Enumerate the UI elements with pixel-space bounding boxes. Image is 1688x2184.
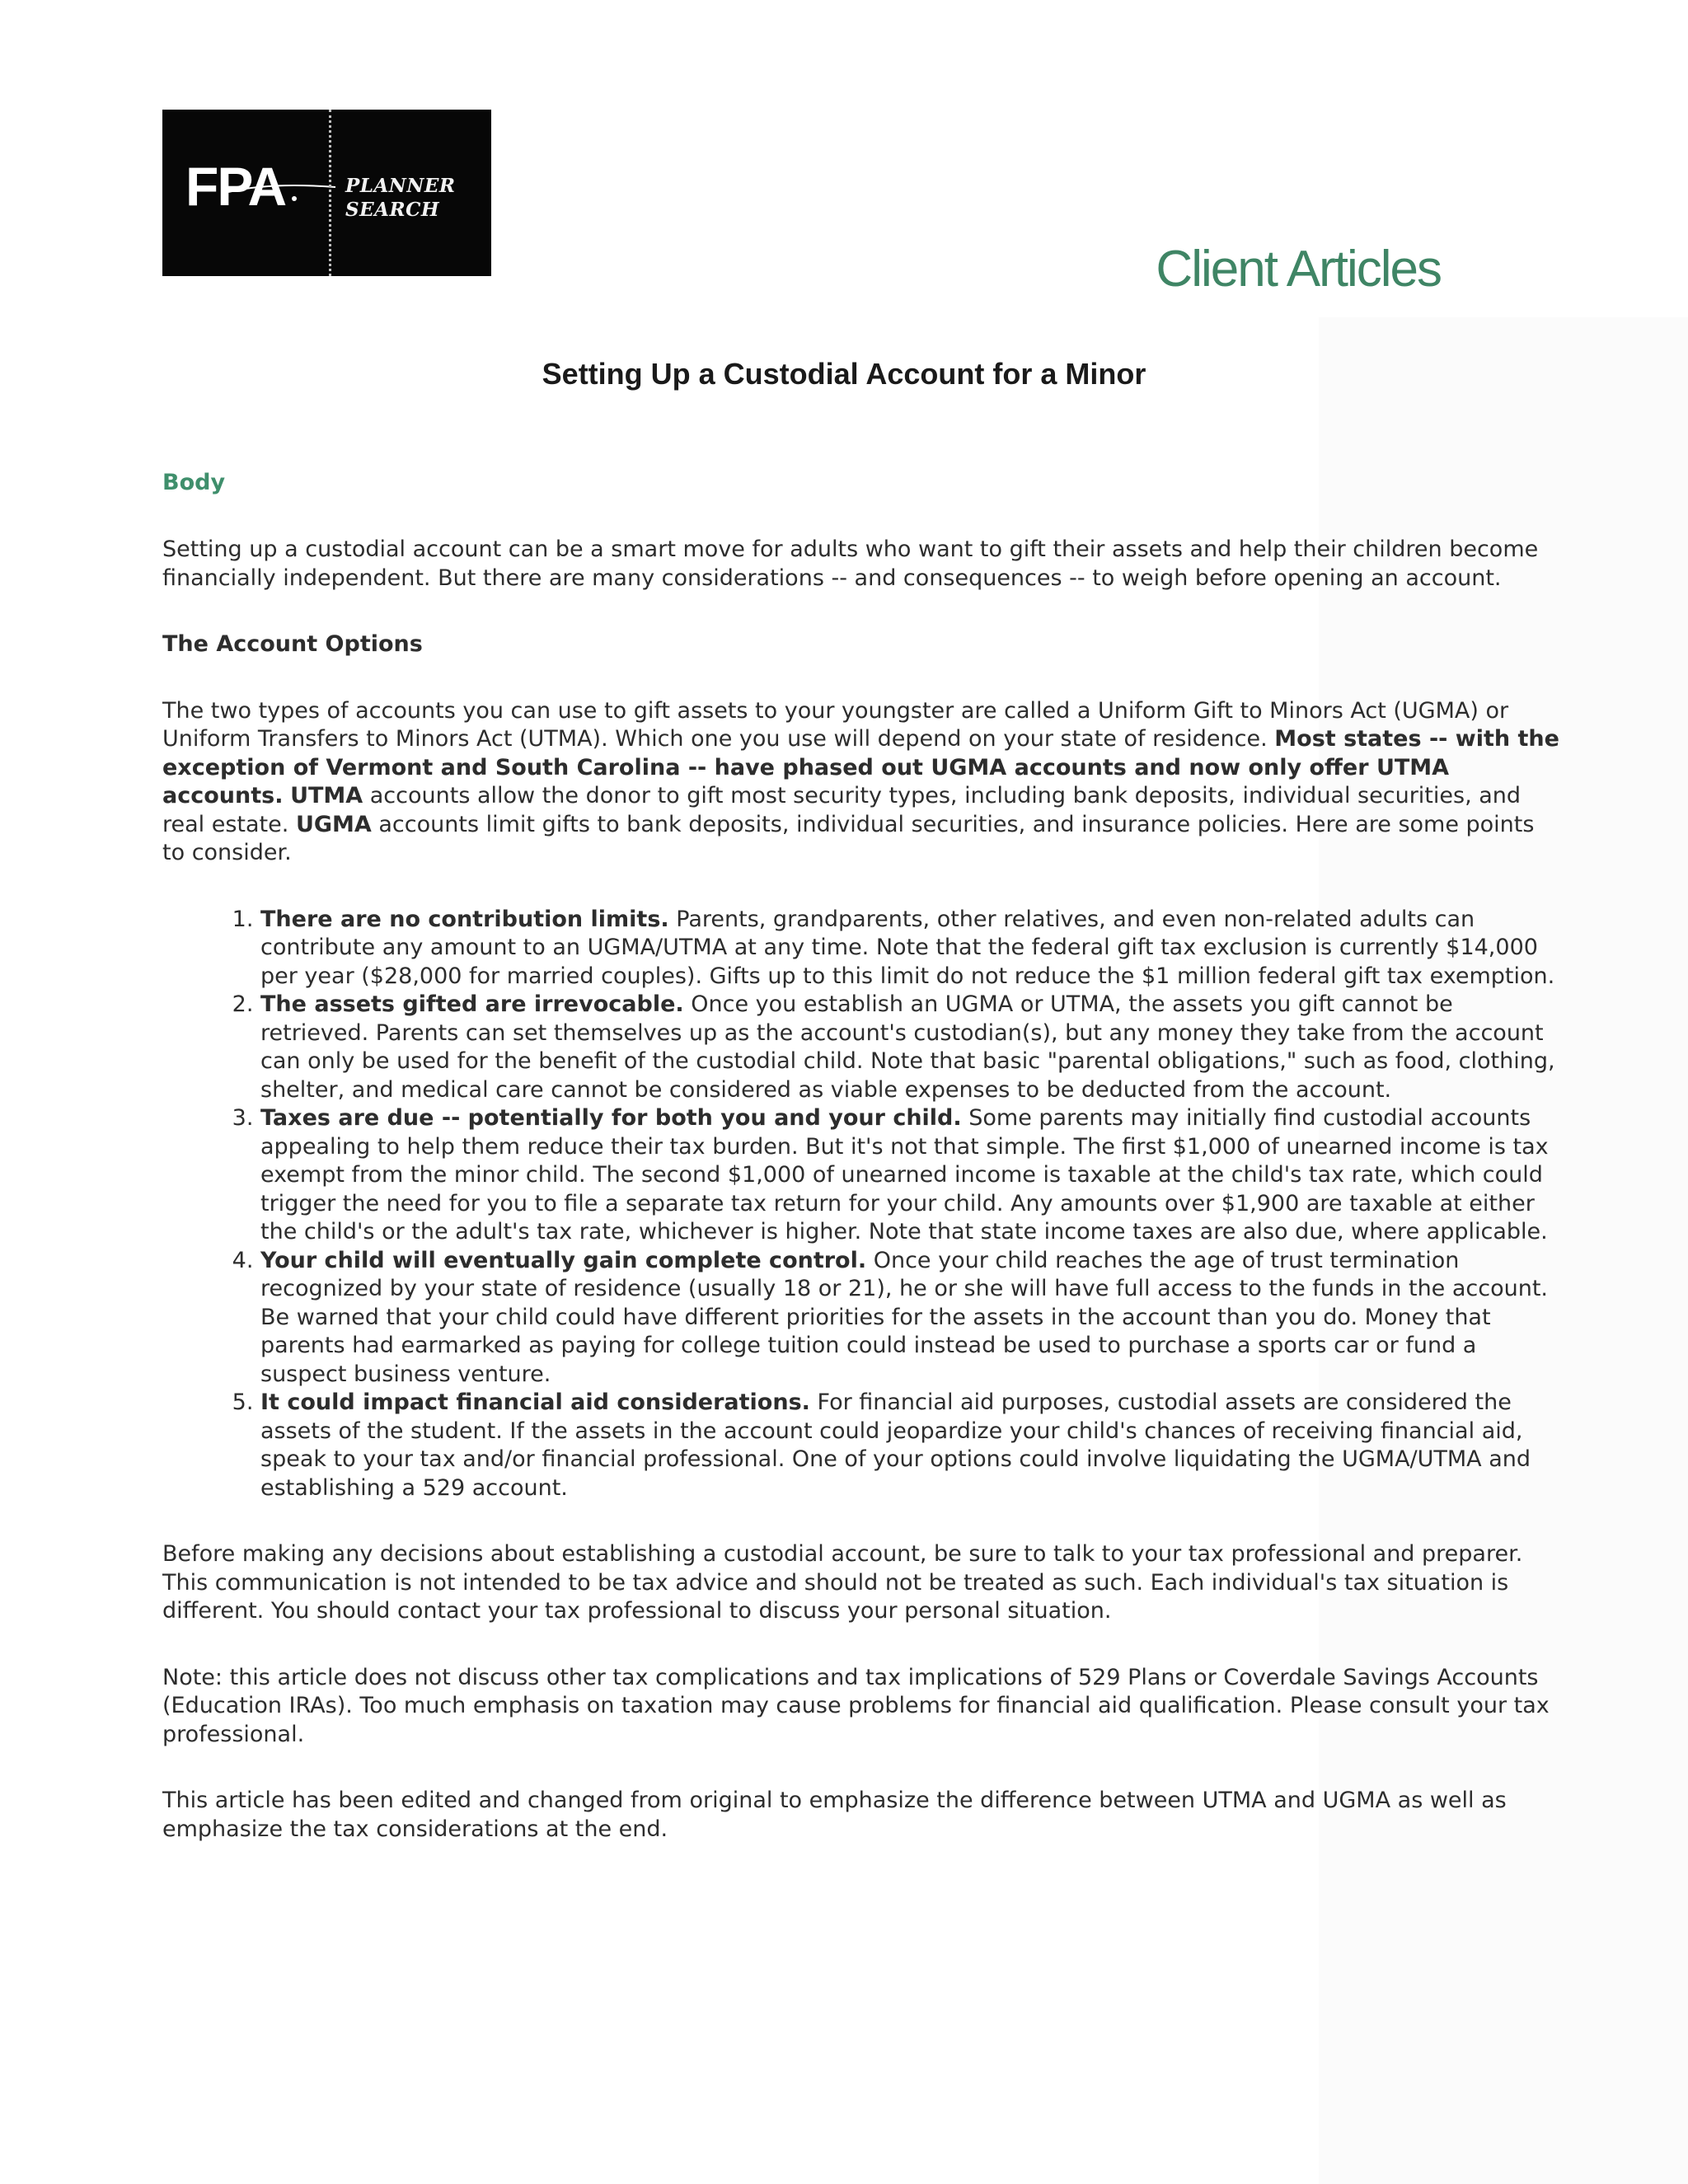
point-text: Once your child reaches the age of trust termination recognized by your state of residence (usually 18 or 21), he or she will have full access to the funds in the account. Be warned that your child could have different priorities for the assets in the account than you do. Money that parents had earmarked as paying for college tuition could instead be used to purchase a sports car or fund a suspect business venture. xyxy=(260,1247,1549,1387)
list-item xyxy=(260,906,1564,991)
point-lead: Your child will eventually gain complete control. xyxy=(260,1247,867,1273)
point-lead: Taxes are due -- potentially for both you and your child. xyxy=(260,1105,962,1131)
list-item xyxy=(260,1247,1564,1390)
logo-divider xyxy=(329,110,331,276)
article-content xyxy=(162,468,1564,1844)
point-text: For financial aid purposes, custodial assets are considered the assets of the student. If the assets in the account could jeopardize your child's chances of receiving financial aid, speak to your tax and/or financial professional. One of your options could involve liquidating the UGMA/UTMA and establishing a 529 account. xyxy=(260,1390,1531,1501)
point-text: Parents, grandparents, other relatives, and even non-related adults can contribute any amount to an UGMA/UTMA at any time. Note that the federal gift tax exclusion is currently $14,000 per year ($28,000 for married couples). Gifts up to this limit do not reduce the $1 million federal gift tax exemption. xyxy=(260,906,1555,989)
article-title: Setting Up a Custodial Account for a Minor xyxy=(542,357,1146,391)
edit-note-paragraph: This article has been edited and changed from original to emphasize the difference between UTMA and UGMA as well as emphasize the tax considerations at the end. xyxy=(162,1788,1507,1842)
utma-label: UTMA xyxy=(290,783,363,808)
note-paragraph: Note: this article does not discuss other tax complications and tax implications of 529 Plans or Coverdale Savings Accounts (Education IRAs). Too much emphasis on taxation may cause problems for financial aid qualification. Please consult your tax professional. xyxy=(162,1664,1550,1747)
list-item xyxy=(260,1389,1564,1502)
utma-description: accounts allow the donor to gift most security types, including bank deposits, individual securities, and real estate. xyxy=(162,783,1522,837)
closing-paragraph: Before making any decisions about establishing a custodial account, be sure to talk to your tax professional and preparer. This communication is not intended to be tax advice and should not be treated as such. Each individual's tax situation is different. You should contact your tax professional to discuss your personal situation. xyxy=(162,1541,1523,1624)
account-options-heading: The Account Options xyxy=(162,631,423,657)
logo-tagline-line2: SEARCH xyxy=(345,199,440,221)
logo-tagline-line1: PLANNER xyxy=(345,175,456,197)
fpa-planner-search-logo xyxy=(162,110,491,276)
intro-paragraph: Setting up a custodial account can be a smart move for adults who want to gift their assets and help their children become financially independent. But there are many considerations -- and consequences -- to weigh before opening an account. xyxy=(162,537,1539,591)
list-item xyxy=(260,991,1564,1104)
account-options-paragraph xyxy=(162,697,1564,868)
considerations-list xyxy=(162,906,1564,1503)
client-articles-heading: Client Articles xyxy=(1156,241,1441,298)
logo-brand-text: FPA xyxy=(185,156,286,217)
point-lead: The assets gifted are irrevocable. xyxy=(260,991,684,1017)
point-text: Once you establish an UGMA or UTMA, the assets you gift cannot be retrieved. Parents can set themselves up as the account's custodian(s), but any money they take from the account can only be used for the benefit of the custodial child. Note that basic "parental obligations," such as food, clothing, shelter, and medical care cannot be considered as viable expenses to be deducted from the account. xyxy=(260,991,1555,1103)
list-item xyxy=(260,1104,1564,1247)
point-lead: There are no contribution limits. xyxy=(260,906,669,932)
options-intro-text: The two types of accounts you can use to gift assets to your youngster are called a Uniform Gift to Minors Act (UGMA) or Uniform Transfers to Minors Act (UTMA). Which one you use will depend on your state of residence. xyxy=(162,697,1509,752)
ugma-label: UGMA xyxy=(295,811,372,837)
logo-tagline xyxy=(345,174,456,222)
point-text: Some parents may initially find custodial accounts appealing to help them reduce their tax burden. But it's not that simple. The first $1,000 of unearned income is tax exempt from the minor child. The second $1,000 of unearned income is taxable at the child's tax rate, which could trigger the need for you to file a separate tax return for your child. Any amounts over $1,900 are taxable at either the child's or the adult's tax rate, whichever is higher. Note that state income taxes are also due, where applicable. xyxy=(260,1105,1549,1244)
body-section-label: Body xyxy=(162,470,226,495)
options-bold-statement: Most states -- with the exception of Vermont and South Carolina -- have phased out UGMA accounts and now only offer UTMA accounts. xyxy=(162,726,1559,808)
logo-swoosh-icon xyxy=(212,149,344,207)
ugma-description: accounts limit gifts to bank deposits, individual securities, and insurance policies. Here are some points to consider. xyxy=(162,811,1535,865)
point-lead: It could impact financial aid considerations. xyxy=(260,1390,810,1415)
